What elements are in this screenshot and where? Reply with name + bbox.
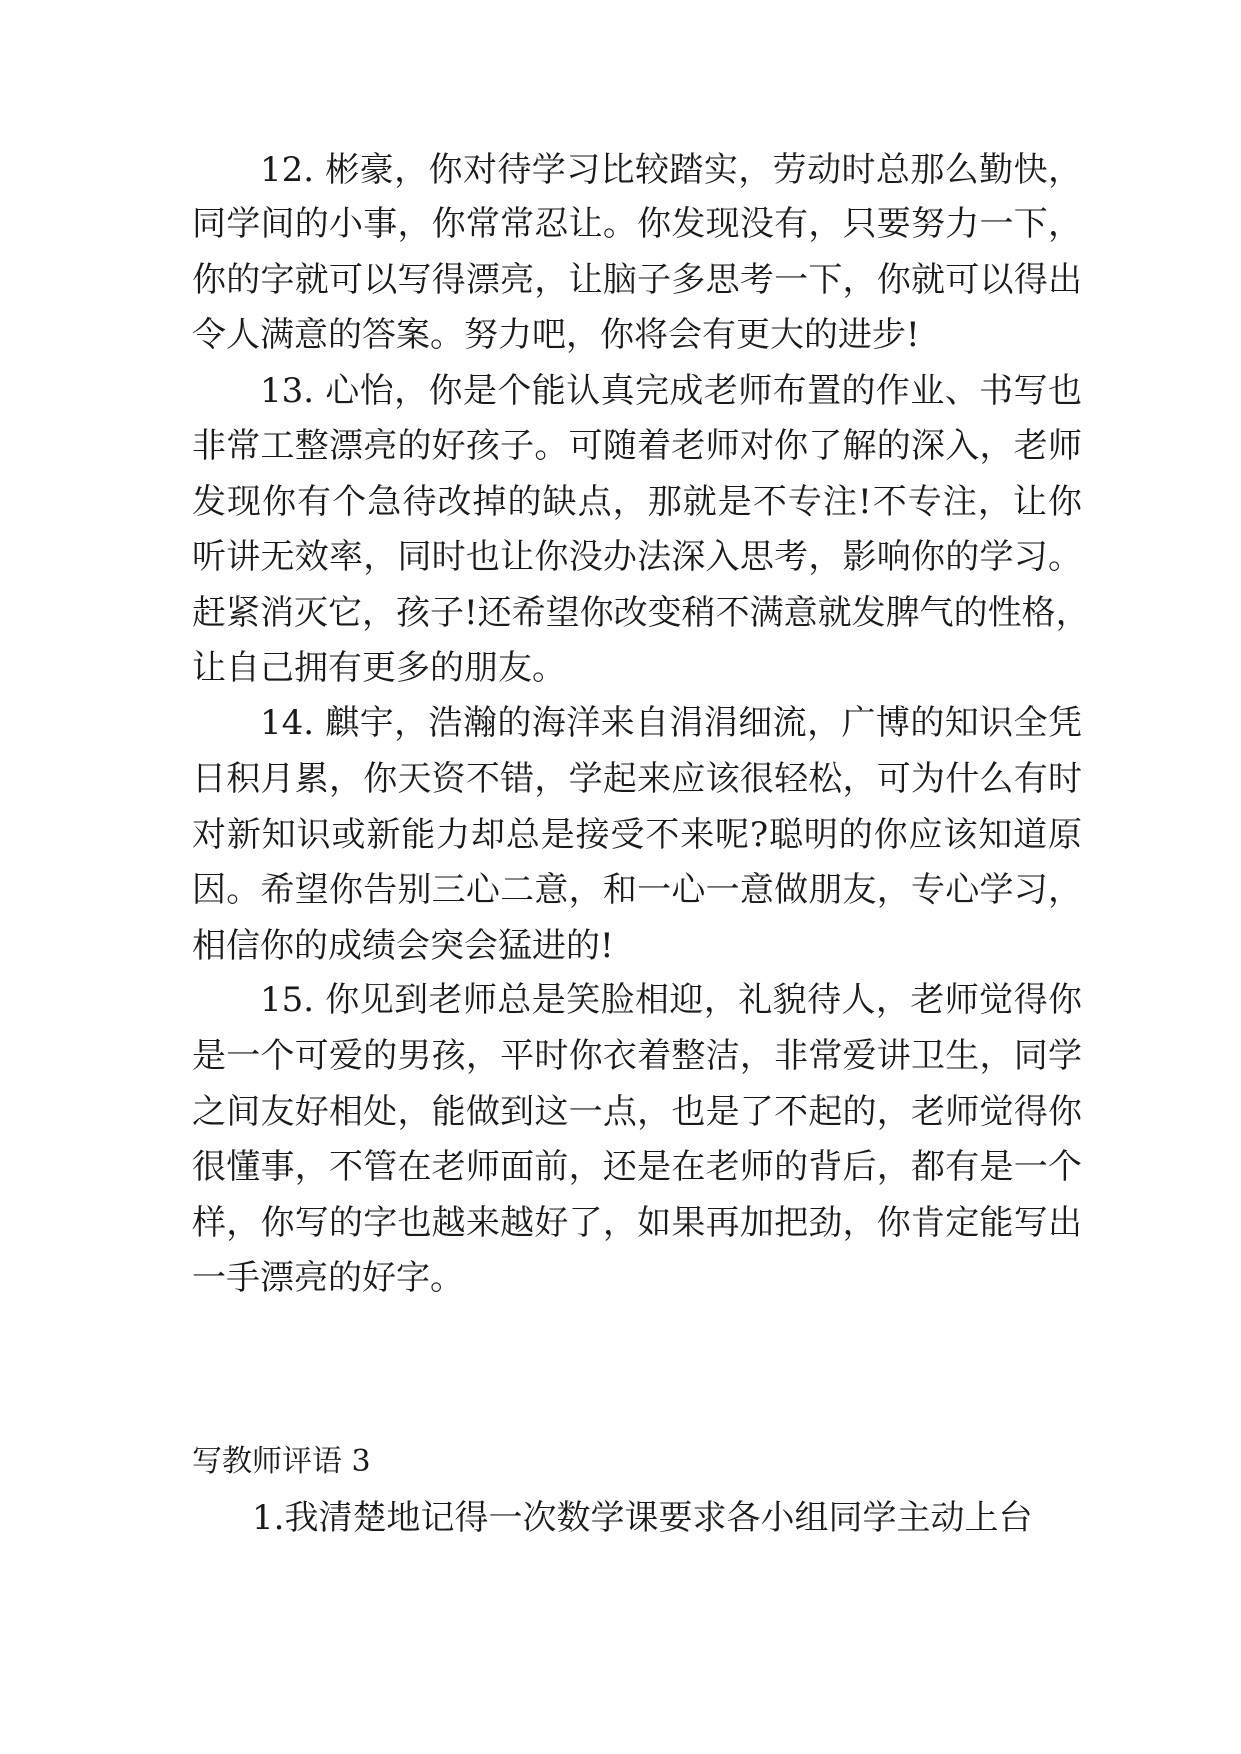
paragraph-13-line-6: 让自己拥有更多的朋友。: [192, 648, 566, 688]
paragraph-14-line-4: 因。希望你告别三心二意，和一心一意做朋友，专心学习，: [192, 870, 1082, 910]
paragraph-14-line-2: 日积月累，你天资不错，学起来应该很轻松，可为什么有时: [192, 759, 1082, 799]
paragraph-13-line-2: 非常工整漂亮的好孩子。可随着老师对你了解的深入，老师: [192, 426, 1082, 466]
paragraph-13-line-5: 赶紧消灭它，孩子!还希望你改变稍不满意就发脾气的性格，: [192, 593, 1090, 633]
paragraph-14-line-1: 14. 麒宇，浩瀚的海洋来自涓涓细流，广博的知识全凭: [260, 703, 1082, 743]
paragraph-13-line-4: 听讲无效率，同时也让你没办法深入思考，影响你的学习。: [192, 537, 1082, 577]
paragraph-12-line-3: 你的字就可以写得漂亮，让脑子多思考一下，你就可以得出: [192, 260, 1082, 300]
paragraph-15-line-1: 15. 你见到老师总是笑脸相迎，礼貌待人，老师觉得你: [260, 980, 1082, 1020]
paragraph-13-line-3: 发现你有个急待改掉的缺点，那就是不专注!不专注，让你: [192, 482, 1082, 522]
paragraph-13-line-1: 13. 心怡，你是个能认真完成老师布置的作业、书写也: [260, 371, 1082, 411]
paragraph-15-line-2: 是一个可爱的男孩，平时你衣着整洁，非常爱讲卫生，同学: [192, 1036, 1082, 1076]
section-heading: 写教师评语 3: [192, 1444, 371, 1479]
paragraph-12-line-1: 12. 彬豪，你对待学习比较踏实，劳动时总那么勤快，: [260, 150, 1082, 190]
paragraph-12-line-4: 令人满意的答案。努力吧，你将会有更大的进步!: [192, 315, 920, 355]
paragraph-14-line-3: 对新知识或新能力却总是接受不来呢?聪明的你应该知道原: [192, 815, 1082, 855]
paragraph-15-line-4: 很懂事，不管在老师面前，还是在老师的背后，都有是一个: [192, 1147, 1082, 1187]
paragraph-15-line-3: 之间友好相处，能做到这一点，也是了不起的，老师觉得你: [192, 1092, 1082, 1132]
paragraph-15-line-5: 样，你写的字也越来越好了，如果再加把劲，你肯定能写出: [192, 1203, 1082, 1243]
section-item-1-line-1: 1.我清楚地记得一次数学课要求各小组同学主动上台: [252, 1498, 1033, 1538]
paragraph-14-line-5: 相信你的成绩会突会猛进的!: [192, 926, 614, 966]
paragraph-12-line-2: 同学间的小事，你常常忍让。你发现没有，只要努力一下，: [192, 204, 1082, 244]
paragraph-15-line-6: 一手漂亮的好字。: [192, 1258, 464, 1298]
